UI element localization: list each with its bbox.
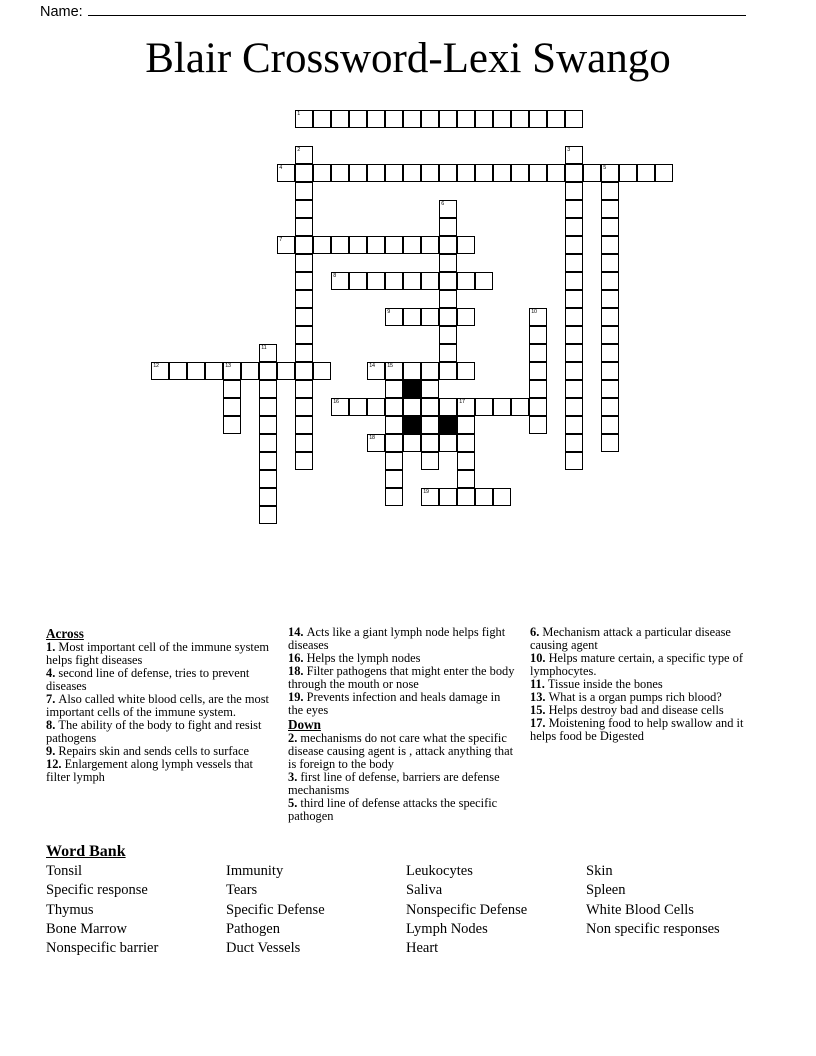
clue-item bbox=[46, 693, 276, 719]
word-bank-item: Heart bbox=[406, 940, 439, 957]
grid-cell[interactable] bbox=[421, 434, 439, 452]
clue-text: Tissue inside the bones bbox=[547, 677, 663, 691]
grid-cell[interactable] bbox=[457, 164, 475, 182]
clue-text: Helps the lymph nodes bbox=[306, 651, 421, 665]
grid-cell[interactable] bbox=[205, 362, 223, 380]
grid-cell[interactable] bbox=[457, 272, 475, 290]
clue-text: first line of defense, barriers are defense mechanisms bbox=[288, 770, 500, 797]
clue-text: What is a organ pumps rich blood? bbox=[548, 690, 722, 704]
clue-item bbox=[288, 797, 518, 823]
grid-cell-number: 11 bbox=[261, 345, 267, 351]
clue-number: 10. bbox=[530, 651, 549, 665]
grid-cell[interactable] bbox=[583, 164, 601, 182]
grid-cell[interactable] bbox=[601, 254, 619, 272]
grid-cell[interactable] bbox=[349, 236, 367, 254]
grid-cell[interactable] bbox=[529, 362, 547, 380]
grid-cell[interactable] bbox=[547, 110, 565, 128]
grid-cell[interactable] bbox=[601, 344, 619, 362]
clues-column-1 bbox=[46, 626, 288, 784]
grid-cell[interactable] bbox=[385, 308, 403, 326]
word-bank-item: Nonspecific barrier bbox=[46, 940, 159, 957]
grid-cell[interactable] bbox=[565, 344, 583, 362]
clue-number: 15. bbox=[530, 703, 549, 717]
grid-cell[interactable] bbox=[367, 398, 385, 416]
grid-cell[interactable] bbox=[493, 398, 511, 416]
grid-cell[interactable] bbox=[277, 362, 295, 380]
clue-number: 8. bbox=[46, 718, 59, 732]
grid-cell[interactable] bbox=[385, 164, 403, 182]
grid-cell[interactable] bbox=[565, 308, 583, 326]
clue-number: 17. bbox=[530, 716, 549, 730]
grid-cell[interactable] bbox=[601, 164, 619, 182]
grid-cell[interactable] bbox=[259, 398, 277, 416]
grid-cell[interactable] bbox=[295, 200, 313, 218]
grid-cell[interactable] bbox=[313, 236, 331, 254]
grid-cell[interactable] bbox=[385, 236, 403, 254]
grid-cell[interactable] bbox=[511, 110, 529, 128]
grid-cell[interactable] bbox=[457, 452, 475, 470]
grid-cell[interactable] bbox=[529, 344, 547, 362]
grid-cell[interactable] bbox=[511, 398, 529, 416]
grid-cell[interactable] bbox=[421, 452, 439, 470]
grid-cell[interactable] bbox=[385, 362, 403, 380]
clue-text: Acts like a giant lymph node helps fight diseases bbox=[288, 625, 506, 652]
clues-section bbox=[46, 626, 772, 823]
grid-cell[interactable] bbox=[565, 290, 583, 308]
grid-cell[interactable] bbox=[223, 362, 241, 380]
clue-text: Filter pathogens that might enter the body through the mouth or nose bbox=[288, 664, 515, 691]
grid-cell[interactable] bbox=[511, 164, 529, 182]
clue-item bbox=[46, 641, 276, 667]
grid-cell[interactable] bbox=[475, 488, 493, 506]
grid-cell[interactable] bbox=[601, 416, 619, 434]
grid-cell[interactable] bbox=[295, 434, 313, 452]
grid-cell[interactable] bbox=[637, 164, 655, 182]
clue-number: 14. bbox=[288, 625, 307, 639]
grid-cell-number: 2 bbox=[297, 147, 300, 153]
grid-cell[interactable] bbox=[385, 110, 403, 128]
word-bank-item: Specific response bbox=[46, 882, 148, 899]
grid-cell[interactable] bbox=[421, 236, 439, 254]
grid-cell[interactable] bbox=[619, 164, 637, 182]
grid-cell[interactable] bbox=[457, 416, 475, 434]
clue-text: The ability of the body to fight and resist pathogens bbox=[46, 718, 262, 745]
grid-cell[interactable] bbox=[295, 254, 313, 272]
grid-cell[interactable] bbox=[601, 434, 619, 452]
grid-cell[interactable] bbox=[295, 182, 313, 200]
clue-text: Moistening food to help swallow and it helps food be Digested bbox=[530, 716, 744, 743]
grid-cell[interactable] bbox=[529, 308, 547, 326]
clue-number: 16. bbox=[288, 651, 307, 665]
grid-cell-number: 10 bbox=[531, 309, 537, 315]
grid-cell[interactable] bbox=[493, 110, 511, 128]
grid-cell[interactable] bbox=[439, 254, 457, 272]
grid-cell[interactable] bbox=[439, 344, 457, 362]
clue-item bbox=[288, 665, 518, 691]
grid-cell[interactable] bbox=[439, 326, 457, 344]
word-bank-item: Spleen bbox=[586, 882, 626, 899]
grid-cell[interactable] bbox=[295, 308, 313, 326]
grid-cell[interactable] bbox=[457, 470, 475, 488]
clue-number: 12. bbox=[46, 757, 65, 771]
word-bank-title: Word Bank bbox=[46, 843, 126, 860]
grid-cell[interactable] bbox=[259, 434, 277, 452]
grid-cell[interactable] bbox=[457, 236, 475, 254]
grid-cell[interactable] bbox=[601, 398, 619, 416]
clue-number: 13. bbox=[530, 690, 549, 704]
grid-cell[interactable] bbox=[601, 272, 619, 290]
grid-cell-number: 8 bbox=[333, 273, 336, 279]
clue-text: Repairs skin and sends cells to surface bbox=[58, 744, 250, 758]
grid-cell[interactable] bbox=[565, 182, 583, 200]
grid-cell[interactable] bbox=[529, 380, 547, 398]
clue-number: 19. bbox=[288, 690, 307, 704]
grid-cell[interactable] bbox=[529, 164, 547, 182]
grid-cell[interactable] bbox=[601, 218, 619, 236]
grid-cell[interactable] bbox=[421, 362, 439, 380]
grid-cell-number: 5 bbox=[603, 165, 606, 171]
grid-cell[interactable] bbox=[277, 236, 295, 254]
grid-cell[interactable] bbox=[403, 164, 421, 182]
clue-text: Helps mature certain, a specific type of lymphocytes. bbox=[530, 651, 743, 678]
grid-cell[interactable] bbox=[565, 380, 583, 398]
clue-item bbox=[288, 732, 518, 771]
grid-cell[interactable] bbox=[367, 434, 385, 452]
grid-cell[interactable] bbox=[439, 200, 457, 218]
grid-cell[interactable] bbox=[421, 110, 439, 128]
grid-cell[interactable] bbox=[601, 326, 619, 344]
clue-item bbox=[530, 626, 760, 652]
grid-cell[interactable] bbox=[403, 236, 421, 254]
grid-cell[interactable] bbox=[439, 236, 457, 254]
grid-cell[interactable] bbox=[439, 488, 457, 506]
grid-cell-number: 17 bbox=[459, 399, 465, 405]
word-bank-column bbox=[46, 862, 226, 958]
grid-cell[interactable] bbox=[349, 398, 367, 416]
clue-number: 1. bbox=[46, 640, 59, 654]
grid-cell[interactable] bbox=[565, 272, 583, 290]
grid-cell[interactable] bbox=[295, 380, 313, 398]
grid-cell[interactable] bbox=[421, 398, 439, 416]
grid-cell[interactable] bbox=[259, 362, 277, 380]
grid-cell[interactable] bbox=[493, 164, 511, 182]
word-bank-item: Non specific responses bbox=[586, 920, 720, 937]
clue-item bbox=[46, 667, 276, 693]
grid-cell[interactable] bbox=[349, 272, 367, 290]
grid-cell[interactable] bbox=[655, 164, 673, 182]
grid-cell[interactable] bbox=[169, 362, 187, 380]
grid-cell[interactable] bbox=[295, 146, 313, 164]
grid-cell[interactable] bbox=[439, 272, 457, 290]
grid-cell[interactable] bbox=[565, 236, 583, 254]
grid-cell[interactable] bbox=[295, 416, 313, 434]
clue-text: Mechanism attack a particular disease causing agent bbox=[530, 625, 731, 652]
clue-number: 5. bbox=[288, 796, 301, 810]
grid-cell[interactable] bbox=[457, 110, 475, 128]
grid-cell[interactable] bbox=[385, 380, 403, 398]
clue-item bbox=[288, 626, 518, 652]
grid-cell[interactable] bbox=[295, 110, 313, 128]
grid-cell[interactable] bbox=[457, 488, 475, 506]
grid-cell[interactable] bbox=[457, 308, 475, 326]
grid-cell[interactable] bbox=[529, 416, 547, 434]
grid-cell[interactable] bbox=[331, 398, 349, 416]
grid-cell[interactable] bbox=[601, 308, 619, 326]
word-bank-item: Tonsil bbox=[46, 863, 83, 879]
clue-text: mechanisms do not care what the specific disease causing agent is , attack anything that is foreign to the body bbox=[288, 731, 514, 771]
grid-cell[interactable] bbox=[403, 434, 421, 452]
clue-text: Enlargement along lymph vessels that filter lymph bbox=[46, 757, 253, 784]
grid-cell[interactable] bbox=[259, 344, 277, 362]
grid-cell[interactable] bbox=[565, 200, 583, 218]
grid-cell[interactable] bbox=[223, 416, 241, 434]
grid-cell[interactable] bbox=[421, 272, 439, 290]
grid-cell[interactable] bbox=[403, 362, 421, 380]
word-bank-item: Pathogen bbox=[226, 920, 280, 937]
grid-cell[interactable] bbox=[187, 362, 205, 380]
clue-number: 3. bbox=[288, 770, 301, 784]
clue-text: Helps destroy bad and disease cells bbox=[548, 703, 724, 717]
grid-cell[interactable] bbox=[331, 236, 349, 254]
word-bank-item: White Blood Cells bbox=[586, 901, 694, 918]
clue-item bbox=[530, 652, 760, 678]
grid-cell-number: 4 bbox=[279, 165, 282, 171]
clue-text: Also called white blood cells, are the most important cells of the immune system. bbox=[46, 692, 269, 719]
grid-cell[interactable] bbox=[421, 164, 439, 182]
grid-cell[interactable] bbox=[367, 164, 385, 182]
grid-cell[interactable] bbox=[439, 398, 457, 416]
grid-cell[interactable] bbox=[601, 200, 619, 218]
grid-cell[interactable] bbox=[313, 362, 331, 380]
word-bank-item: Skin bbox=[586, 863, 613, 879]
grid-cell[interactable] bbox=[439, 218, 457, 236]
grid-cell[interactable] bbox=[601, 362, 619, 380]
grid-cell[interactable] bbox=[601, 236, 619, 254]
grid-cell[interactable] bbox=[565, 218, 583, 236]
grid-cell[interactable] bbox=[403, 398, 421, 416]
word-bank-item: Thymus bbox=[46, 901, 94, 918]
grid-cell[interactable] bbox=[259, 506, 277, 524]
grid-cell[interactable] bbox=[385, 452, 403, 470]
grid-cell-number: 12 bbox=[153, 363, 159, 369]
clue-item bbox=[46, 719, 276, 745]
grid-cell[interactable] bbox=[331, 164, 349, 182]
word-bank-item: Lymph Nodes bbox=[406, 920, 488, 937]
grid-cell[interactable] bbox=[529, 326, 547, 344]
grid-cell[interactable] bbox=[385, 272, 403, 290]
word-bank bbox=[46, 862, 772, 958]
word-bank-item: Bone Marrow bbox=[46, 920, 127, 937]
grid-cell[interactable] bbox=[457, 434, 475, 452]
grid-cell[interactable] bbox=[475, 110, 493, 128]
grid-cell-blocked bbox=[403, 380, 421, 398]
clues-column-2 bbox=[288, 626, 530, 823]
grid-cell[interactable] bbox=[349, 110, 367, 128]
grid-cell[interactable] bbox=[439, 362, 457, 380]
clue-text: third line of defense attacks the specific pathogen bbox=[288, 796, 498, 823]
grid-cell-number: 16 bbox=[333, 399, 339, 405]
grid-cell[interactable] bbox=[601, 380, 619, 398]
grid-cell[interactable] bbox=[565, 416, 583, 434]
grid-cell[interactable] bbox=[331, 272, 349, 290]
grid-cell[interactable] bbox=[475, 164, 493, 182]
word-bank-column bbox=[406, 862, 586, 958]
grid-cell[interactable] bbox=[295, 290, 313, 308]
grid-cell[interactable] bbox=[295, 236, 313, 254]
grid-cell[interactable] bbox=[259, 470, 277, 488]
grid-cell[interactable] bbox=[565, 326, 583, 344]
grid-cell[interactable] bbox=[475, 272, 493, 290]
grid-cell[interactable] bbox=[439, 110, 457, 128]
grid-cell[interactable] bbox=[295, 326, 313, 344]
clue-number: 4. bbox=[46, 666, 59, 680]
grid-cell[interactable] bbox=[259, 416, 277, 434]
grid-cell-number: 6 bbox=[441, 201, 444, 207]
grid-cell[interactable] bbox=[601, 182, 619, 200]
grid-cell[interactable] bbox=[421, 488, 439, 506]
word-bank-column bbox=[586, 862, 766, 958]
word-bank-item: Leukocytes bbox=[406, 863, 473, 879]
grid-cell[interactable] bbox=[565, 452, 583, 470]
grid-cell[interactable] bbox=[493, 488, 511, 506]
grid-cell-number: 3 bbox=[567, 147, 570, 153]
clue-text: second line of defense, tries to prevent diseases bbox=[46, 666, 250, 693]
clue-number: 9. bbox=[46, 744, 59, 758]
grid-cell-number: 15 bbox=[387, 363, 393, 369]
grid-cell[interactable] bbox=[565, 254, 583, 272]
word-bank-item: Tears bbox=[226, 882, 258, 899]
grid-cell-number: 13 bbox=[225, 363, 231, 369]
grid-cell[interactable] bbox=[601, 290, 619, 308]
grid-cell[interactable] bbox=[295, 398, 313, 416]
grid-cell[interactable] bbox=[565, 398, 583, 416]
grid-cell[interactable] bbox=[367, 272, 385, 290]
clue-item bbox=[288, 691, 518, 717]
grid-cell[interactable] bbox=[367, 110, 385, 128]
grid-cell[interactable] bbox=[313, 110, 331, 128]
grid-cell-blocked bbox=[403, 416, 421, 434]
grid-cell[interactable] bbox=[367, 362, 385, 380]
grid-cell[interactable] bbox=[241, 362, 259, 380]
clue-item bbox=[530, 717, 760, 743]
clue-text: Prevents infection and heals damage in the eyes bbox=[288, 690, 501, 717]
clue-text: Most important cell of the immune system helps fight diseases bbox=[46, 640, 270, 667]
grid-cell[interactable] bbox=[277, 164, 295, 182]
grid-cell[interactable] bbox=[403, 308, 421, 326]
grid-cell[interactable] bbox=[565, 146, 583, 164]
clue-number: 11. bbox=[530, 677, 548, 691]
grid-cell[interactable] bbox=[385, 470, 403, 488]
grid-cell[interactable] bbox=[439, 290, 457, 308]
grid-cell[interactable] bbox=[403, 272, 421, 290]
grid-cell[interactable] bbox=[223, 398, 241, 416]
name-label: Name: bbox=[40, 4, 83, 20]
grid-cell[interactable] bbox=[529, 110, 547, 128]
grid-cell[interactable] bbox=[547, 164, 565, 182]
grid-cell-number: 9 bbox=[387, 309, 390, 315]
word-bank-column bbox=[226, 862, 406, 958]
word-bank-item: Specific Defense bbox=[226, 901, 325, 918]
clue-item bbox=[288, 771, 518, 797]
word-bank-item: Duct Vessels bbox=[226, 940, 301, 957]
clue-number: 18. bbox=[288, 664, 307, 678]
grid-cell[interactable] bbox=[475, 398, 493, 416]
grid-cell-number: 1 bbox=[297, 111, 300, 117]
grid-cell[interactable] bbox=[565, 362, 583, 380]
grid-cell[interactable] bbox=[439, 434, 457, 452]
grid-cell[interactable] bbox=[421, 416, 439, 434]
grid-cell[interactable] bbox=[349, 164, 367, 182]
grid-cell[interactable] bbox=[295, 344, 313, 362]
grid-cell[interactable] bbox=[457, 398, 475, 416]
grid-cell[interactable] bbox=[385, 398, 403, 416]
grid-cell[interactable] bbox=[295, 218, 313, 236]
grid-cell[interactable] bbox=[385, 488, 403, 506]
grid-cell[interactable] bbox=[151, 362, 169, 380]
grid-cell[interactable] bbox=[295, 164, 313, 182]
grid-cell[interactable] bbox=[385, 434, 403, 452]
grid-cell[interactable] bbox=[529, 398, 547, 416]
grid-cell[interactable] bbox=[259, 380, 277, 398]
word-bank-item: Nonspecific Defense bbox=[406, 901, 528, 918]
grid-cell[interactable] bbox=[565, 164, 583, 182]
grid-cell-number: 19 bbox=[423, 489, 429, 495]
grid-cell[interactable] bbox=[565, 434, 583, 452]
grid-cell[interactable] bbox=[259, 488, 277, 506]
grid-cell[interactable] bbox=[421, 308, 439, 326]
clue-number: 7. bbox=[46, 692, 59, 706]
grid-cell[interactable] bbox=[565, 110, 583, 128]
grid-cell[interactable] bbox=[457, 362, 475, 380]
grid-cell[interactable] bbox=[421, 380, 439, 398]
grid-cell[interactable] bbox=[331, 110, 349, 128]
grid-cell-number: 7 bbox=[279, 237, 282, 243]
down-heading: Down bbox=[288, 717, 321, 732]
grid-cell[interactable] bbox=[259, 452, 277, 470]
clues-column-3 bbox=[530, 626, 772, 743]
grid-cell[interactable] bbox=[439, 308, 457, 326]
grid-cell[interactable] bbox=[313, 164, 331, 182]
page-title: Blair Crossword-Lexi Swango bbox=[145, 35, 671, 82]
clue-number: 6. bbox=[530, 625, 543, 639]
grid-cell[interactable] bbox=[295, 362, 313, 380]
grid-cell-number: 14 bbox=[369, 363, 375, 369]
grid-cell[interactable] bbox=[403, 110, 421, 128]
grid-cell-number: 18 bbox=[369, 435, 375, 441]
grid-cell[interactable] bbox=[439, 164, 457, 182]
clue-number: 2. bbox=[288, 731, 301, 745]
grid-cell[interactable] bbox=[295, 272, 313, 290]
grid-cell[interactable] bbox=[223, 380, 241, 398]
grid-cell-blocked bbox=[439, 416, 457, 434]
across-heading: Across bbox=[46, 626, 84, 641]
word-bank-item: Immunity bbox=[226, 863, 284, 879]
clue-item bbox=[46, 758, 276, 784]
grid-cell[interactable] bbox=[295, 452, 313, 470]
word-bank-item: Saliva bbox=[406, 882, 443, 899]
grid-cell[interactable] bbox=[385, 416, 403, 434]
grid-cell[interactable] bbox=[367, 236, 385, 254]
